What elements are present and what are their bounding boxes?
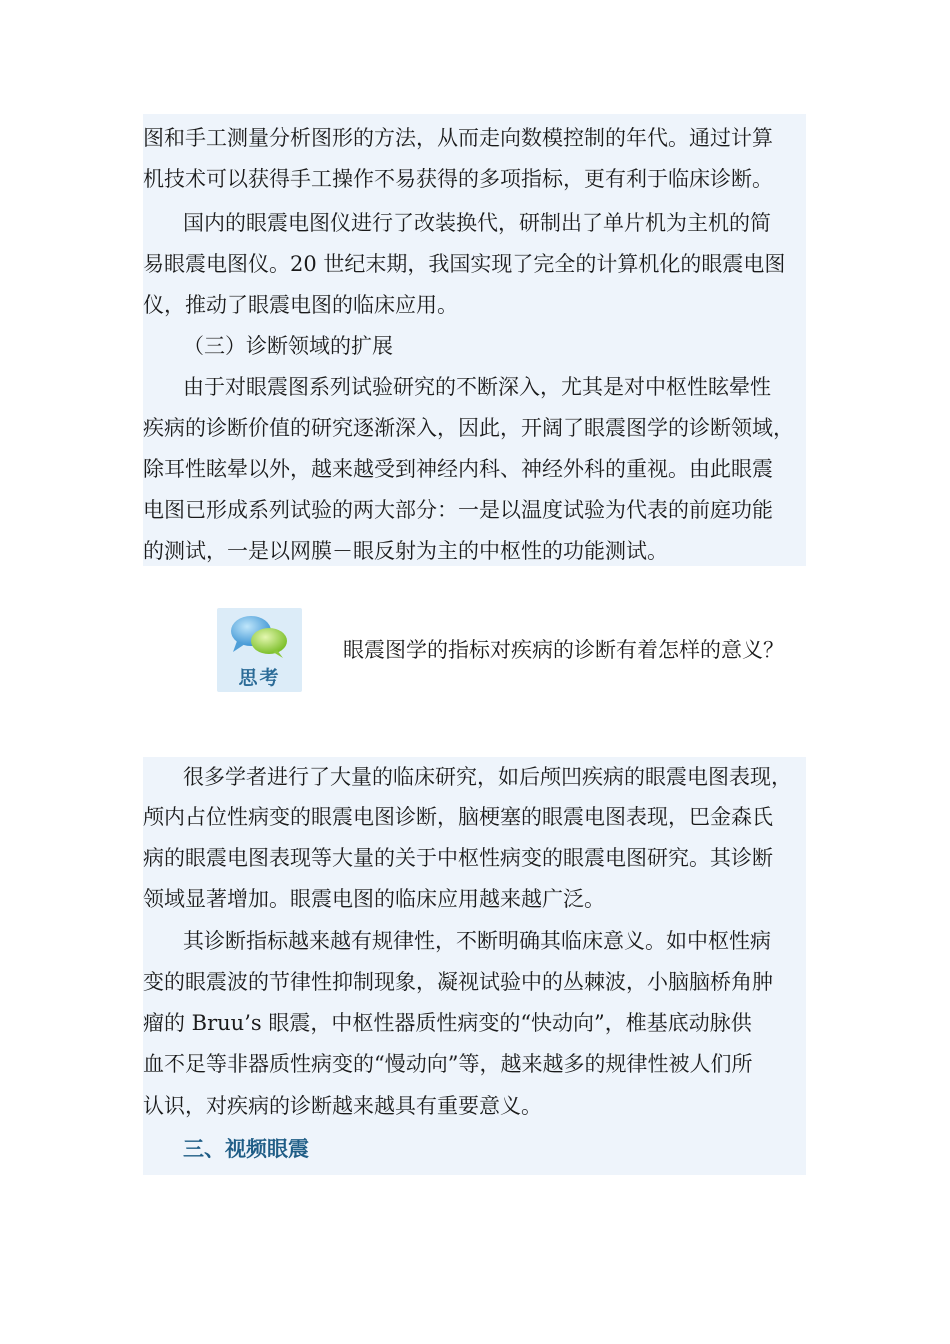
paragraph-line: 变的眼震波的节律性抑制现象，凝视试验中的丛棘波，小脑脑桥角肿 <box>143 970 773 994</box>
paragraph-line: 由于对眼震图系列试验研究的不断深入，尤其是对中枢性眩晕性 <box>183 375 771 399</box>
think-question: 眼震图学的指标对疾病的诊断有着怎样的意义？ <box>343 638 784 662</box>
section-heading: 三、视频眼震 <box>183 1137 309 1161</box>
paragraph-line: 瘤的 Bruu’s 眼震，中枢性器质性病变的“快动向”，椎基底动脉供 <box>143 1011 752 1035</box>
text-block-clinical-research <box>143 757 806 1175</box>
think-label: 思考 <box>238 667 281 689</box>
paragraph-line: 的测试，一是以网膜－眼反射为主的中枢性的功能测试。 <box>143 539 668 563</box>
paragraph-line: 国内的眼震电图仪进行了改装换代，研制出了单片机为主机的简 <box>183 211 771 235</box>
paragraph-line: 易眼震电图仪。20 世纪末期，我国实现了完全的计算机化的眼震电图 <box>143 252 786 276</box>
think-box <box>217 608 302 692</box>
paragraph-line: 除耳性眩晕以外，越来越受到神经内科、神经外科的重视。由此眼震 <box>143 457 773 481</box>
paragraph-line: 图和手工测量分析图形的方法，从而走向数模控制的年代。通过计算 <box>143 126 773 150</box>
text-block-diagnosis-history <box>143 114 806 566</box>
paragraph-line: 颅内占位性病变的眼震电图诊断，脑梗塞的眼震电图表现，巴金森氏 <box>143 805 773 829</box>
paragraph-line: 领域显著增加。眼震电图的临床应用越来越广泛。 <box>143 887 605 911</box>
paragraph-line: 血不足等非器质性病变的“慢动向”等，越来越多的规律性被人们所 <box>143 1052 753 1076</box>
paragraph-line: 仪，推动了眼震电图的临床应用。 <box>143 293 458 317</box>
paragraph-line: 很多学者进行了大量的临床研究，如后颅凹疾病的眼震电图表现， <box>183 765 792 789</box>
subsection-title: （三）诊断领域的扩展 <box>183 334 393 358</box>
paragraph-line: 认识，对疾病的诊断越来越具有重要意义。 <box>143 1094 542 1118</box>
paragraph-line: 病的眼震电图表现等大量的关于中枢性病变的眼震电图研究。其诊断 <box>143 846 773 870</box>
paragraph-line: 其诊断指标越来越有规律性，不断明确其临床意义。如中枢性病 <box>183 929 771 953</box>
paragraph-line: 电图已形成系列试验的两大部分：一是以温度试验为代表的前庭功能 <box>143 498 773 522</box>
paragraph-line: 机技术可以获得手工操作不易获得的多项指标，更有利于临床诊断。 <box>143 167 773 191</box>
paragraph-line: 疾病的诊断价值的研究逐渐深入，因此，开阔了眼震图学的诊断领域， <box>143 416 794 440</box>
